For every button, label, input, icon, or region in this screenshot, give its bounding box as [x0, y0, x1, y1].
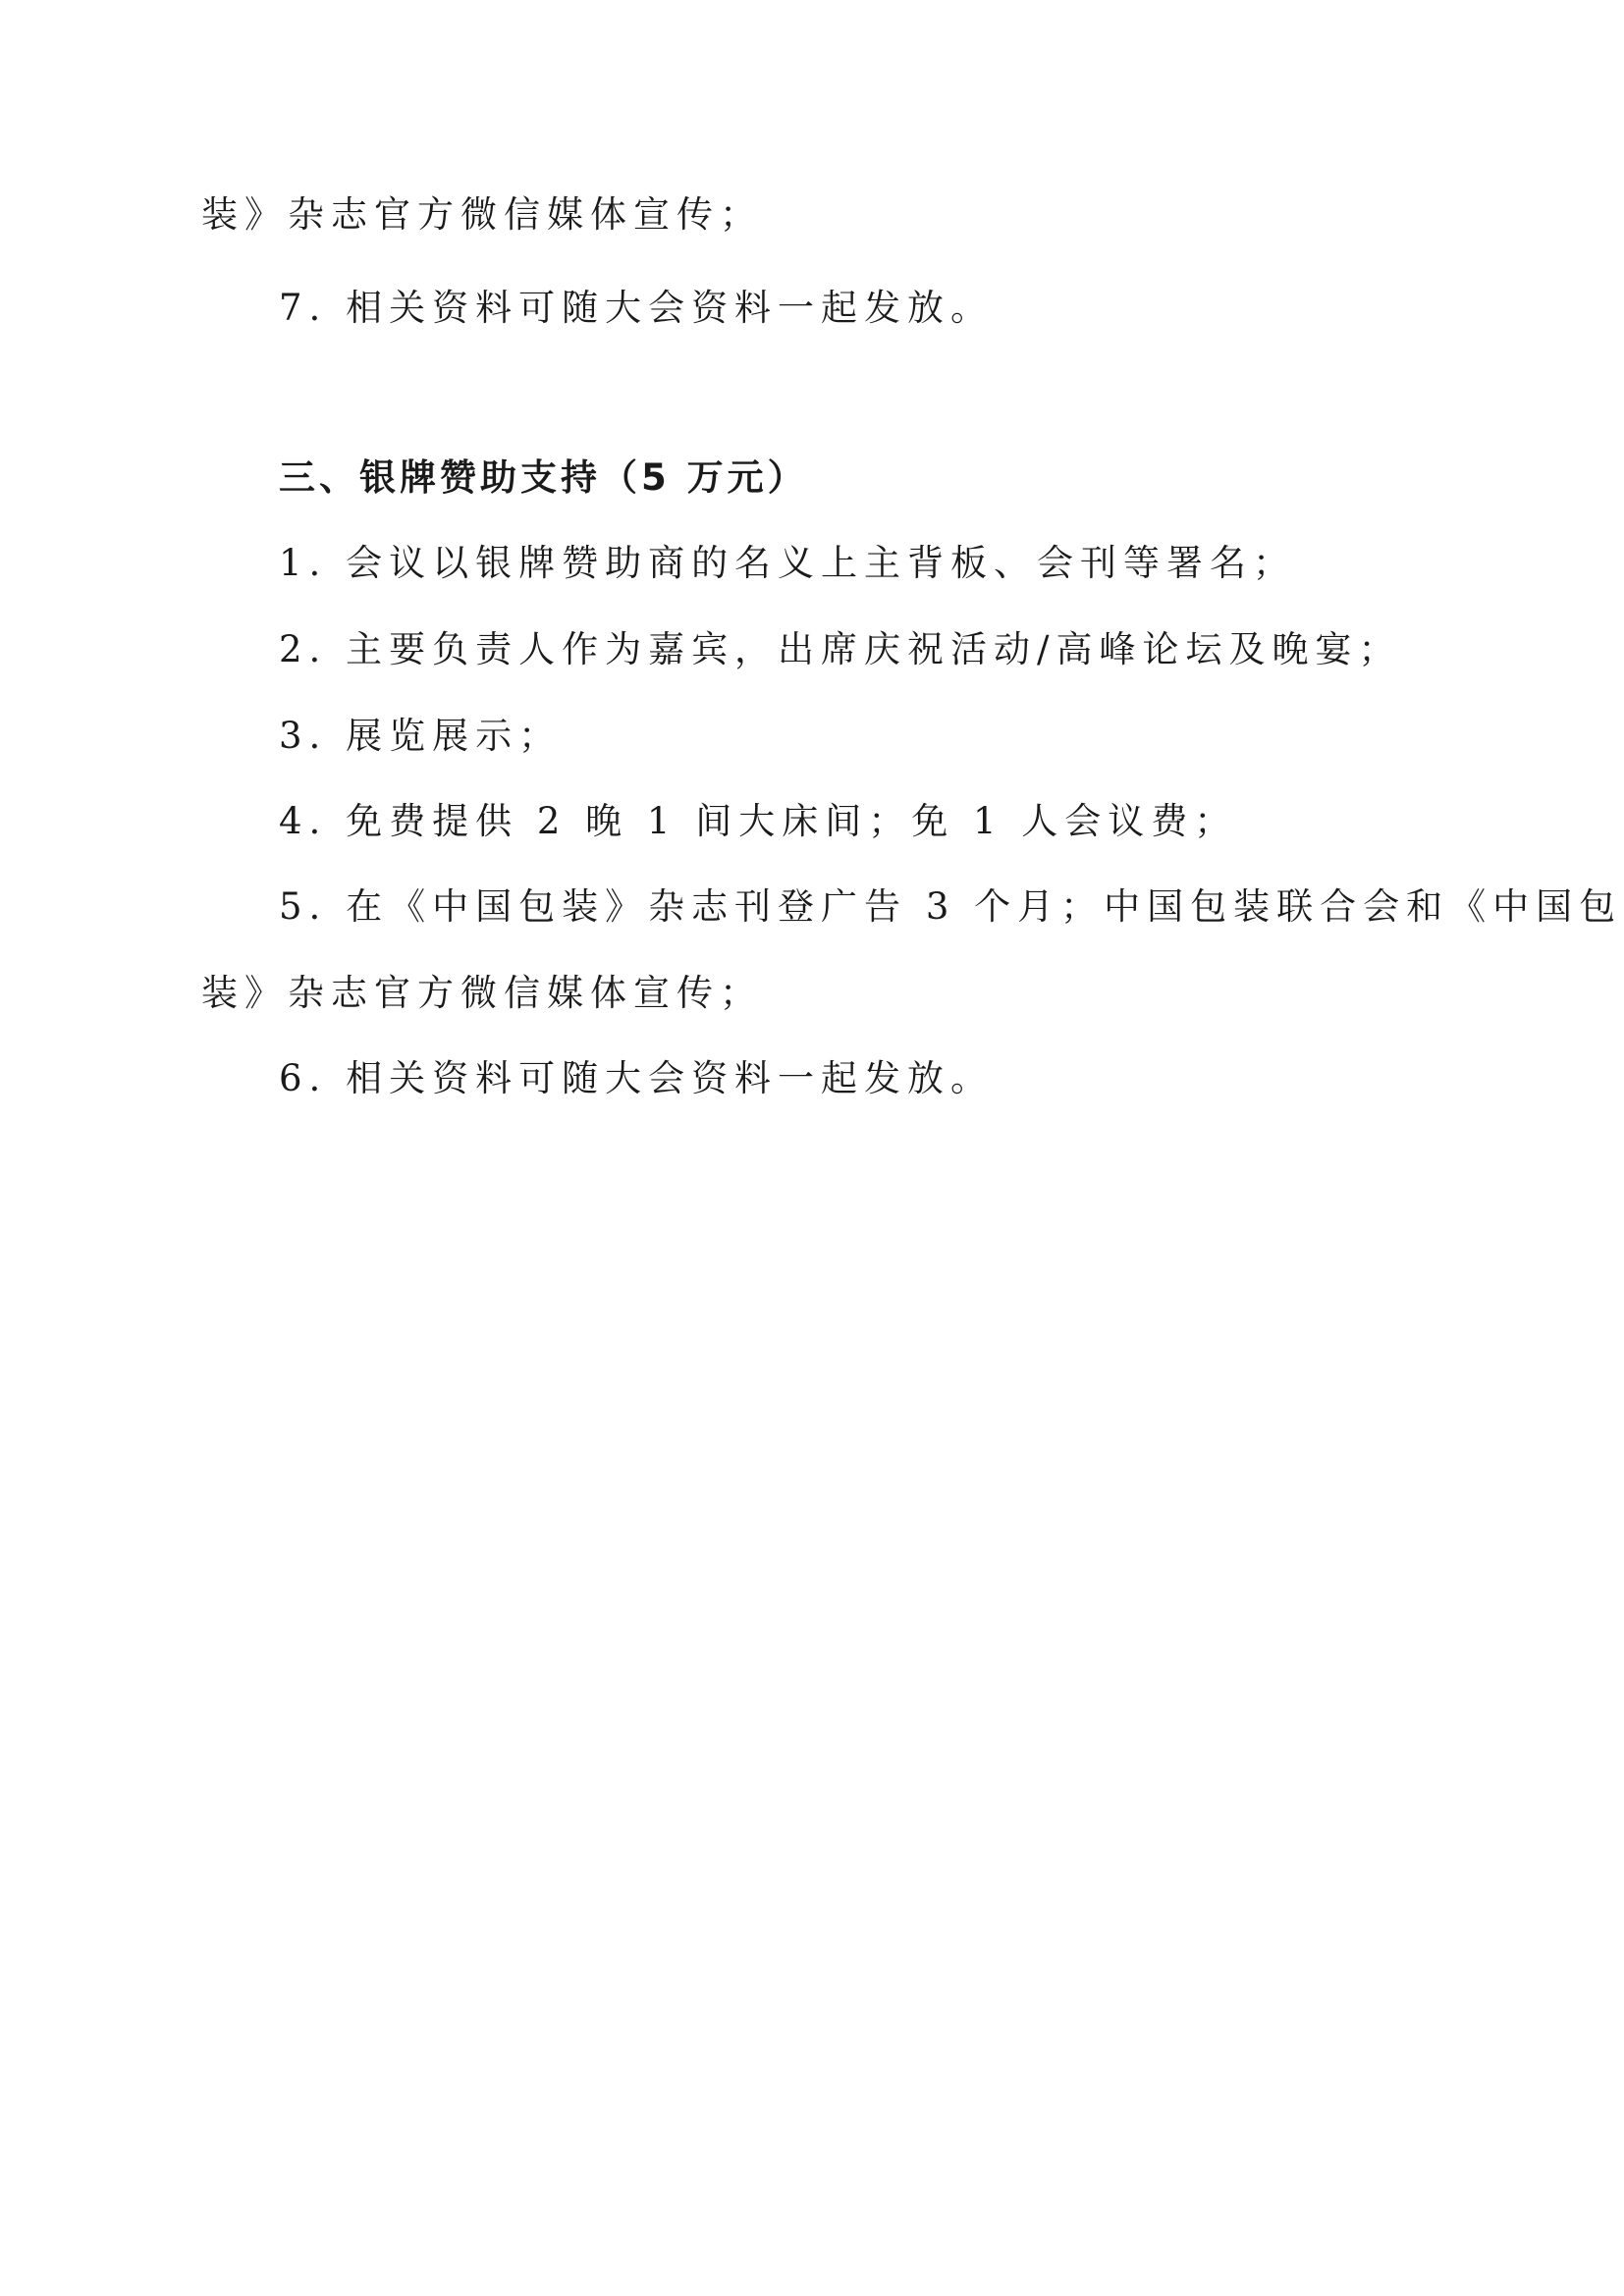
list-item: 1. 会议以银牌赞助商的名义上主背板、会刊等署名；	[279, 542, 1297, 584]
list-item: 5. 在《中国包装》杂志刊登广告 3 个月；中国包装联合会和《中国包	[279, 885, 1623, 928]
list-item: 7. 相关资料可随大会资料一起发放。	[279, 287, 995, 329]
paragraph-line: 装》杂志官方微信媒体宣传；	[201, 193, 763, 236]
list-item: 2. 主要负责人作为嘉宾，出席庆祝活动/高峰论坛及晚宴；	[279, 628, 1402, 670]
list-item: 3. 展览展示；	[279, 715, 563, 757]
list-item: 4. 免费提供 2 晚 1 间大床间；免 1 人会议费；	[279, 800, 1238, 842]
section-heading: 三、银牌赞助支持（5 万元）	[279, 456, 808, 499]
list-item: 6. 相关资料可随大会资料一起发放。	[279, 1057, 995, 1099]
paragraph-line: 装》杂志官方微信媒体宣传；	[201, 972, 763, 1014]
